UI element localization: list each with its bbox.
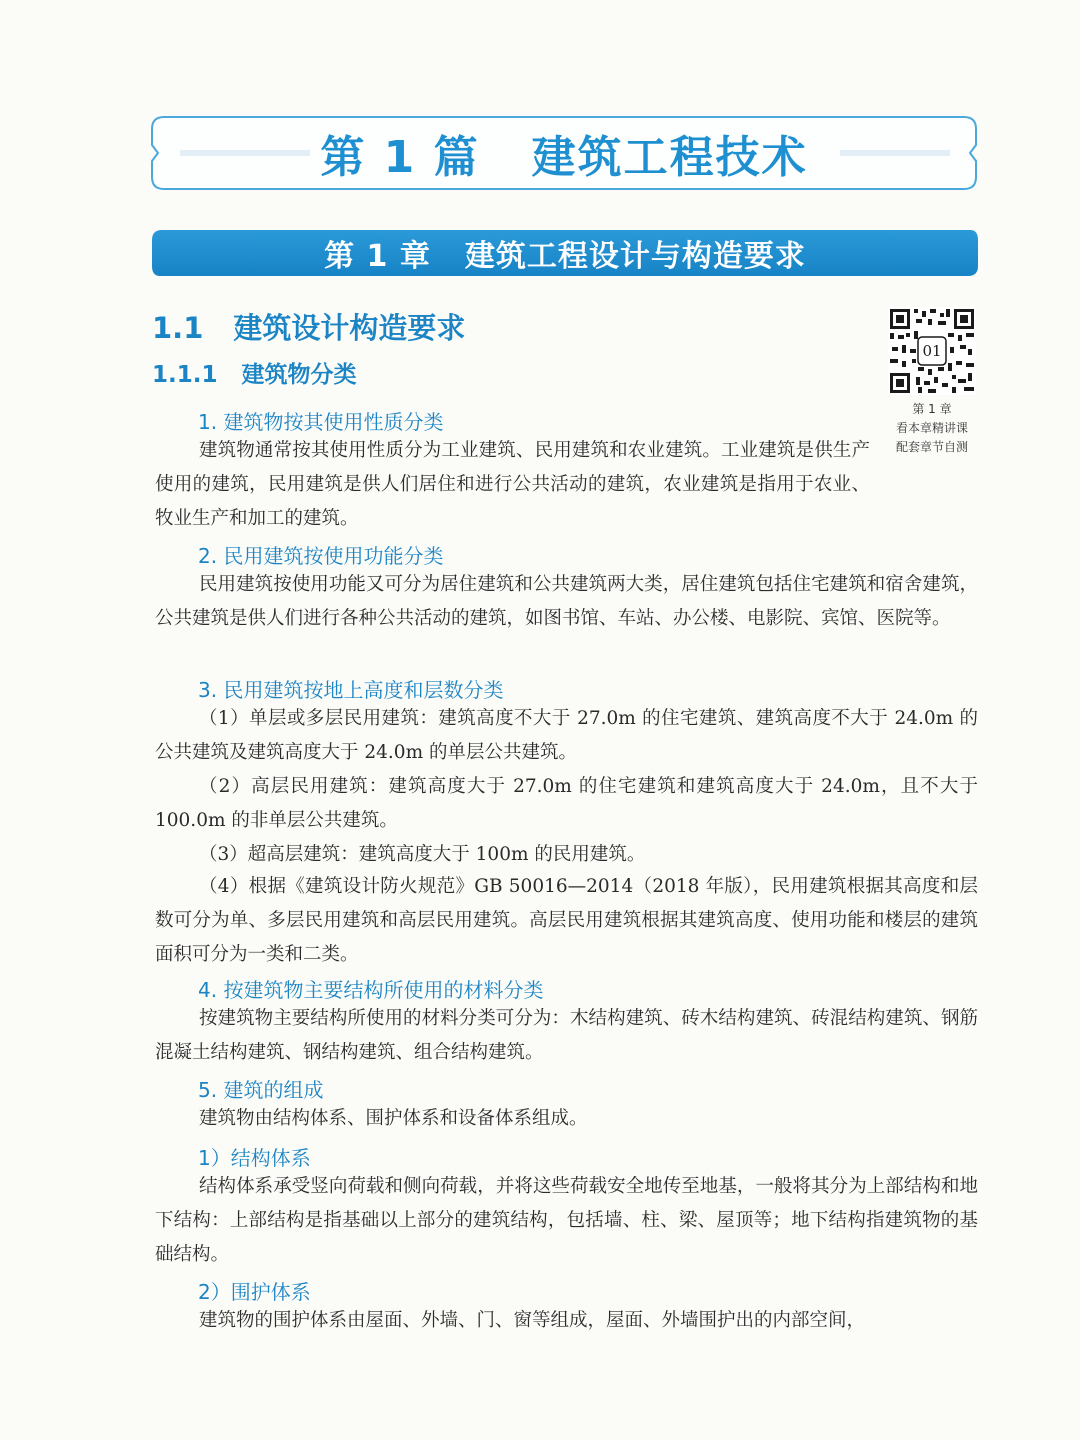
heading-structural-system: 1）结构体系 <box>198 1146 311 1170</box>
qr-code[interactable] <box>888 307 976 395</box>
subsection-number: 1.1.1 <box>152 362 218 388</box>
chapter-title <box>150 228 980 278</box>
paragraph: 建筑物通常按其使用性质分为工业建筑、民用建筑和农业建筑。工业建筑是供生产使用的建筑，民用建筑是供人们居住和进行公共活动的建筑，农业建筑是指用于农业、牧业生产和加工的建筑。 <box>155 440 870 529</box>
part-name: 建筑工程技术 <box>531 132 808 183</box>
qr-caption-line: 看本章精讲课 <box>895 421 968 435</box>
heading-building-composition: 5. 建筑的组成 <box>198 1078 324 1102</box>
heading-usage-classification: 1. 建筑物按其使用性质分类 <box>198 410 444 434</box>
subsection-name: 建筑物分类 <box>241 362 357 388</box>
paragraph: 建筑物由结构体系、围护体系和设备体系组成。 <box>199 1108 588 1129</box>
chapter-name: 建筑工程设计与构造要求 <box>464 239 806 274</box>
paragraph: （4）根据《建筑设计防火规范》GB 50016—2014（2018 年版），民用建筑根据其高度和层数可分为单、多层民用建筑和高层民用建筑。高层民用建筑根据其建筑高度、使用功能和楼层的建筑面积可分为一类和二类。 <box>155 876 978 965</box>
heading-height-floors: 3. 民用建筑按地上高度和层数分类 <box>198 678 504 702</box>
paragraph: 结构体系承受竖向荷载和侧向荷载，并将这些荷载安全地传至地基，一般将其分为上部结构和地下结构：上部结构是指基础以上部分的建筑结构，包括墙、柱、梁、屋顶等；地下结构指建筑物的基础结构。 <box>155 1176 978 1265</box>
paragraph: 民用建筑按使用功能又可分为居住建筑和公共建筑两大类，居住建筑包括住宅建筑和宿舍建筑，公共建筑是供人们进行各种公共活动的建筑，如图书馆、车站、办公楼、电影院、宾馆、医院等。 <box>155 574 978 629</box>
section-title <box>152 306 465 347</box>
qr-center-label: 01 <box>922 342 942 360</box>
section-number: 1.1 <box>152 311 204 345</box>
part-title <box>150 115 978 191</box>
part-banner <box>150 115 978 191</box>
qr-caption-line: 第 1 章 <box>912 402 952 416</box>
paragraph: 建筑物的围护体系由屋面、外墙、门、窗等组成，屋面、外墙围护出的内部空间， <box>199 1310 866 1331</box>
subsection-title <box>152 356 357 389</box>
chapter-number: 第 1 章 <box>324 239 431 274</box>
paragraph: （3）超高层建筑：建筑高度大于 100m 的民用建筑。 <box>199 844 646 865</box>
heading-civil-function: 2. 民用建筑按使用功能分类 <box>198 544 444 568</box>
paragraph: （1）单层或多层民用建筑：建筑高度不大于 27.0m 的住宅建筑、建筑高度不大于 24.0m 的公共建筑及建筑高度大于 24.0m 的单层公共建筑。 <box>155 708 978 763</box>
chapter-banner <box>150 228 980 278</box>
part-number: 第 1 篇 <box>320 132 480 183</box>
section-name: 建筑设计构造要求 <box>233 311 466 345</box>
heading-enclosure-system: 2）围护体系 <box>198 1280 311 1304</box>
paragraph: （2）高层民用建筑：建筑高度大于 27.0m 的住宅建筑和建筑高度大于 24.0m，且不大于 100.0m 的非单层公共建筑。 <box>155 776 978 831</box>
qr-caption <box>878 400 986 457</box>
heading-material-classification: 4. 按建筑物主要结构所使用的材料分类 <box>198 978 544 1002</box>
qr-caption-line: 配套章节自测 <box>895 440 968 454</box>
paragraph: 按建筑物主要结构所使用的材料分类可分为：木结构建筑、砖木结构建筑、砖混结构建筑、钢筋混凝土结构建筑、钢结构建筑、组合结构建筑。 <box>155 1008 978 1063</box>
